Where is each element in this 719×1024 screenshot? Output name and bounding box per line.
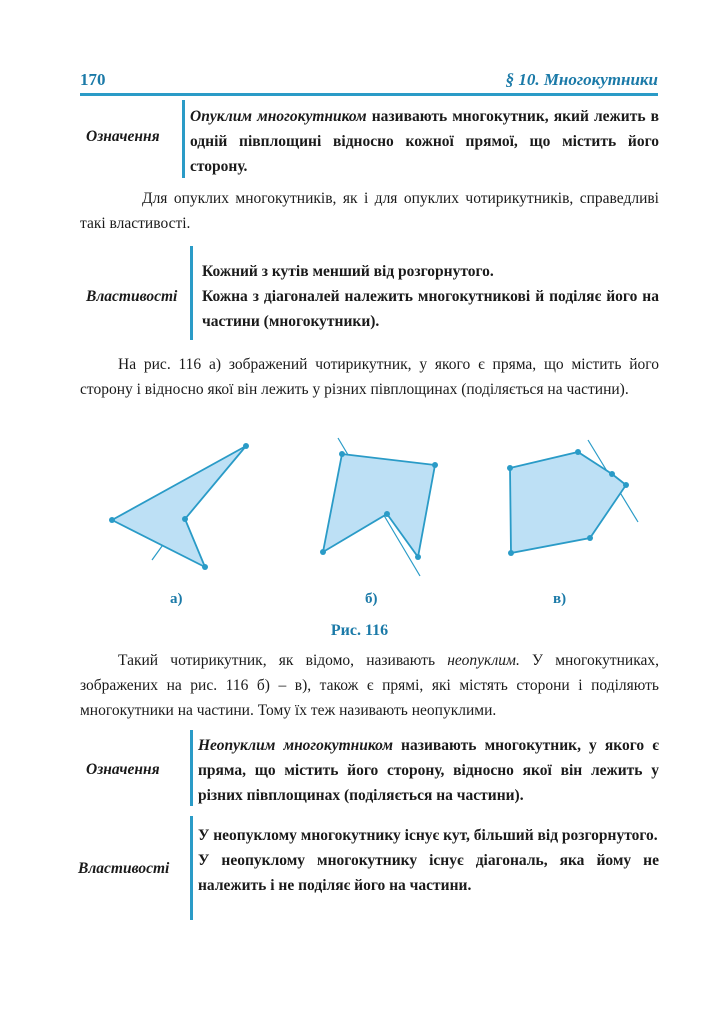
figure-c-polygon [507, 440, 638, 556]
properties-label-2: Властивості [78, 860, 170, 877]
property-3: У неопуклому многокутнику існує кут, більший від розгорнутого. [198, 827, 658, 844]
figure-c-vertex [623, 482, 629, 488]
definition-term: Опуклим многокутником [190, 108, 367, 125]
definition-bar-2 [190, 730, 193, 806]
figure-a-vertex [243, 443, 249, 449]
figure-label-c: в) [553, 591, 567, 607]
figure-a-vertex [182, 516, 188, 522]
paragraph-nonconvex-part1: Такий чотирикутник, як відомо, називають [118, 652, 448, 669]
figure-b-vertex [432, 462, 438, 468]
properties-bar [190, 246, 193, 340]
definition-label-2: Означення [86, 761, 160, 778]
header-rule [80, 93, 658, 96]
convex-properties [202, 259, 659, 334]
figure-a-vertex [109, 517, 115, 523]
figure-c-vertex [587, 535, 593, 541]
definition-text: називають многокутник, який лежить в одній півплощині відносно кожної прямої, що містить його сторону. [190, 108, 659, 175]
figure-b-polygon [320, 438, 438, 576]
definition-text-2: називають многокутник, у якого є пряма, що містить його сторону, відносно якої він лежить у різних півплощинах (поділяється на частини). [198, 737, 659, 804]
nonconvex-properties [198, 823, 659, 898]
paragraph-nonconvex-part2: У многокутниках, зображених на рис. 116 б) – в), також є прямі, які містять сторони і поділяють многокутники на частини. Тому їх теж називають неопуклими. [80, 652, 659, 719]
figure-b-vertex [320, 549, 326, 555]
paragraph-figure-a: На рис. 116 а) зображений чотирикутник, у якого є пряма, що містить його сторону і відносно якої він лежить у різних півплощинах (поділяється на частини). [80, 356, 659, 398]
page-number: 170 [80, 70, 106, 89]
figure-c-shape [510, 452, 626, 553]
section-title: § 10. Многокутники [505, 70, 658, 89]
property-2: Кожна з діагоналей належить многокутникові й поділяє його на частини (многокутники). [202, 288, 659, 330]
figure-b-shape [323, 454, 435, 557]
definition-term-2: Неопуклим многокутником [198, 737, 393, 754]
property-1: Кожний з кутів менший від розгорнутого. [202, 263, 494, 280]
figure-a-quadrilateral [109, 443, 249, 570]
definition-label: Означення [86, 128, 160, 145]
property-4: У неопуклому многокутнику існує діагональ, яка йому не належить і не поділяє його на частини. [198, 852, 659, 894]
figure-c-vertex [609, 471, 615, 477]
figure-a-vertex [202, 564, 208, 570]
figure-c-vertex [508, 550, 514, 556]
definition-bar [182, 100, 185, 178]
figure-a-shape [112, 446, 246, 567]
figure-b-vertex [384, 511, 390, 517]
nonconvex-definition [198, 733, 659, 808]
paragraph-nonconvex [80, 648, 659, 723]
paragraph-intro-properties: Для опуклих многокутників, як і для опуклих чотирикутників, справедливі такі властивості. [80, 190, 659, 232]
figure-caption: Рис. 116 [330, 622, 389, 639]
figure-b-vertex [339, 451, 345, 457]
figure-c-vertex [575, 449, 581, 455]
figure-c-vertex [507, 465, 513, 471]
properties-bar-2 [190, 816, 193, 920]
properties-label: Властивості [86, 288, 178, 305]
figure-label-a: а) [170, 591, 183, 607]
figure-label-b: б) [365, 591, 378, 607]
convex-definition [190, 104, 659, 179]
figure-b-vertex [415, 554, 421, 560]
nonconvex-term: неопуклим. [447, 652, 520, 669]
